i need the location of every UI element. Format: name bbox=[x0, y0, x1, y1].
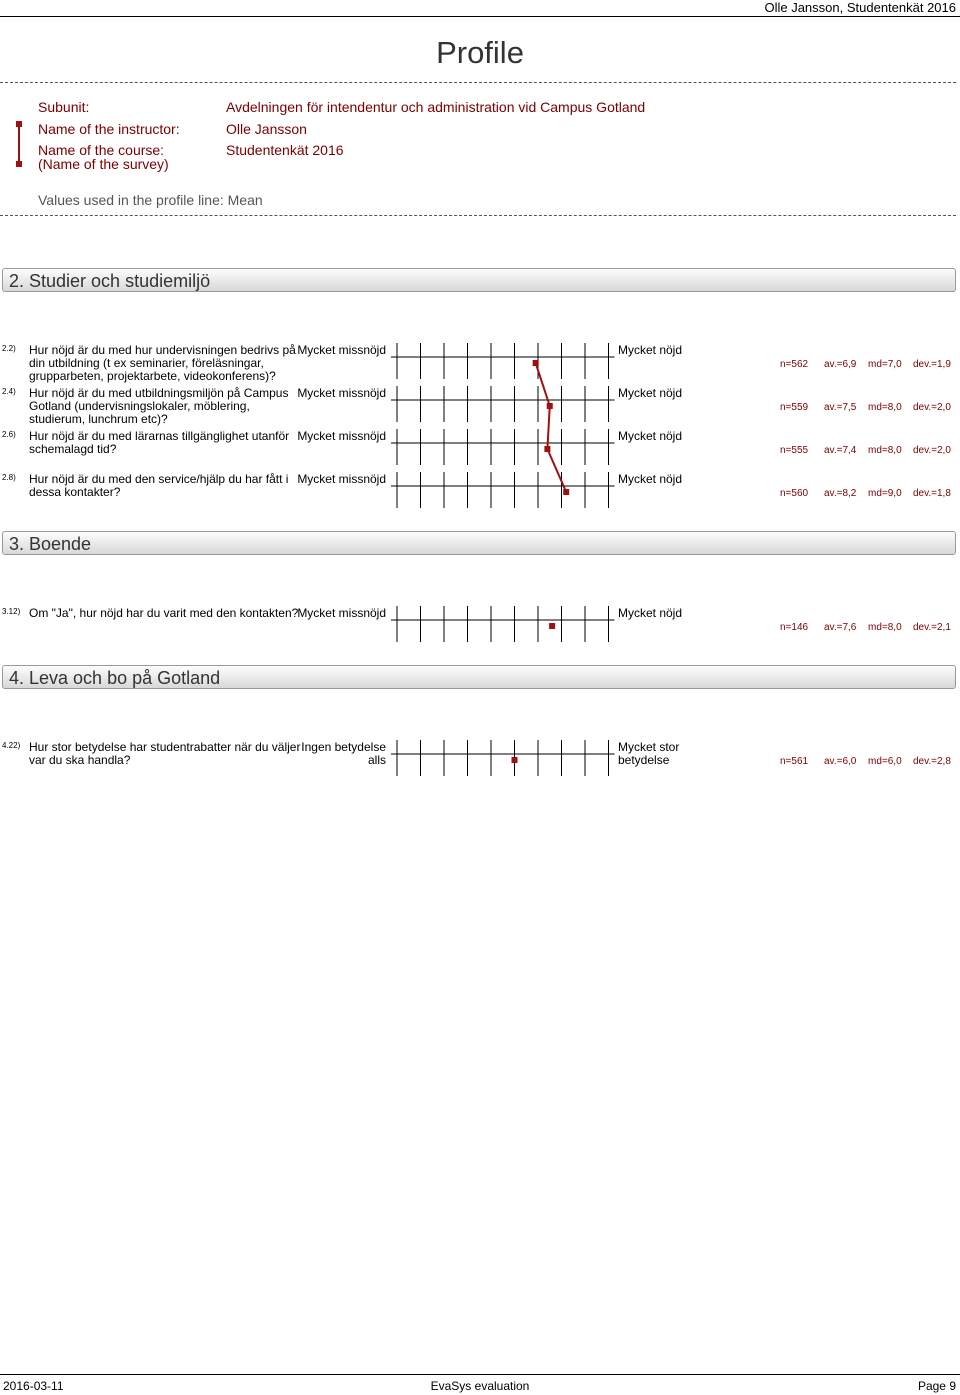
subunit-label: Subunit: bbox=[38, 99, 90, 115]
scale-left-label: Mycket missnöjd bbox=[297, 343, 386, 357]
footer-page: Page 9 bbox=[917, 1379, 956, 1393]
values-used-note: Values used in the profile line: Mean bbox=[38, 192, 263, 208]
stat-n: n=560 bbox=[780, 488, 809, 499]
section-header: 4. Leva och bo på Gotland bbox=[2, 665, 956, 689]
stat-n: n=146 bbox=[780, 622, 809, 633]
stat-md: md=8,0 bbox=[868, 402, 902, 413]
stat-n: n=559 bbox=[780, 402, 809, 413]
scale-right-label: Mycket stor betydelse bbox=[618, 740, 680, 767]
scale-left-label: Mycket missnöjd bbox=[297, 429, 386, 443]
profile-mean-point bbox=[533, 360, 539, 366]
scale-right-label: Mycket nöjd bbox=[618, 429, 683, 443]
profile-mean-point bbox=[563, 489, 569, 495]
profile-mean-point bbox=[512, 757, 518, 763]
stat-av: av.=7,6 bbox=[824, 622, 857, 633]
stat-dev: dev.=1,9 bbox=[913, 359, 951, 370]
course-label: Name of the course: bbox=[38, 142, 165, 158]
stat-md: md=7,0 bbox=[868, 359, 902, 370]
question-number: 2.6) bbox=[2, 430, 16, 439]
question-text: Hur nöjd är du med hur undervisningen bedrivs på din utbildning (t ex seminarier, föreläsningar, grupparbeten, projektarbete, videokonferens)? bbox=[29, 343, 296, 383]
question-number: 2.2) bbox=[2, 344, 16, 353]
footer-date: 2016-03-11 bbox=[3, 1379, 64, 1393]
question-number: 4.22) bbox=[2, 741, 21, 750]
stat-dev: dev.=2,8 bbox=[913, 756, 951, 767]
question-number: 3.12) bbox=[2, 607, 21, 616]
section-header: 2. Studier och studiemiljö bbox=[2, 268, 956, 292]
instructor-label: Name of the instructor: bbox=[38, 121, 180, 137]
stat-dev: dev.=1,8 bbox=[913, 488, 951, 499]
profile-mean-point bbox=[549, 623, 555, 629]
question-number: 2.8) bbox=[2, 473, 16, 482]
stat-av: av.=6,9 bbox=[824, 359, 857, 370]
stat-n: n=555 bbox=[780, 445, 809, 456]
stat-av: av.=6,0 bbox=[824, 756, 857, 767]
question-text: Hur nöjd är du med utbildningsmiljön på Campus Gotland (undervisningslokaler, möblering, studierum, lunchrum etc)? bbox=[29, 386, 289, 426]
scale-left-label: Mycket missnöjd bbox=[297, 606, 386, 620]
footer-rule bbox=[0, 1374, 960, 1375]
question-text: Om "Ja", hur nöjd har du varit med den kontakten? bbox=[29, 606, 299, 620]
stat-av: av.=7,5 bbox=[824, 402, 857, 413]
scale-right-label: Mycket nöjd bbox=[618, 472, 683, 486]
profile-mean-point bbox=[544, 446, 550, 452]
scale-right-label: Mycket nöjd bbox=[618, 386, 683, 400]
course-value: Studentenkät 2016 bbox=[226, 142, 344, 158]
stat-md: md=6,0 bbox=[868, 756, 902, 767]
stat-n: n=562 bbox=[780, 359, 809, 370]
stat-n: n=561 bbox=[780, 756, 809, 767]
footer-center: EvaSys evaluation bbox=[430, 1379, 530, 1393]
stat-md: md=8,0 bbox=[868, 445, 902, 456]
profile-mean-point bbox=[547, 403, 553, 409]
stat-dev: dev.=2,0 bbox=[913, 402, 951, 413]
stat-md: md=9,0 bbox=[868, 488, 902, 499]
question-text: Hur nöjd är du med lärarnas tillgänglighet utanför schemalagd tid? bbox=[29, 429, 290, 456]
scale-left-label: Mycket missnöjd bbox=[297, 386, 386, 400]
scale-right-label: Mycket nöjd bbox=[618, 343, 683, 357]
scale-left-label: Ingen betydelse alls bbox=[301, 740, 386, 767]
question-number: 2.4) bbox=[2, 387, 16, 396]
stat-md: md=8,0 bbox=[868, 622, 902, 633]
section-header: 3. Boende bbox=[2, 531, 956, 555]
header-right-text: Olle Jansson, Studentenkät 2016 bbox=[764, 0, 956, 15]
stat-dev: dev.=2,1 bbox=[913, 622, 951, 633]
question-text: Hur stor betydelse har studentrabatter när du väljer var du ska handla? bbox=[29, 740, 301, 767]
stat-av: av.=8,2 bbox=[824, 488, 857, 499]
scale-right-label: Mycket nöjd bbox=[618, 606, 683, 620]
instructor-value: Olle Jansson bbox=[226, 121, 307, 137]
stat-dev: dev.=2,0 bbox=[913, 445, 951, 456]
subunit-value: Avdelningen för intendentur och administration vid Campus Gotland bbox=[226, 99, 646, 115]
scale-left-label: Mycket missnöjd bbox=[297, 472, 386, 486]
question-text: Hur nöjd är du med den service/hjälp du har fått i dessa kontakter? bbox=[29, 472, 289, 499]
survey-label: (Name of the survey) bbox=[38, 156, 169, 172]
page-title: Profile bbox=[436, 35, 524, 70]
stat-av: av.=7,4 bbox=[824, 445, 857, 456]
